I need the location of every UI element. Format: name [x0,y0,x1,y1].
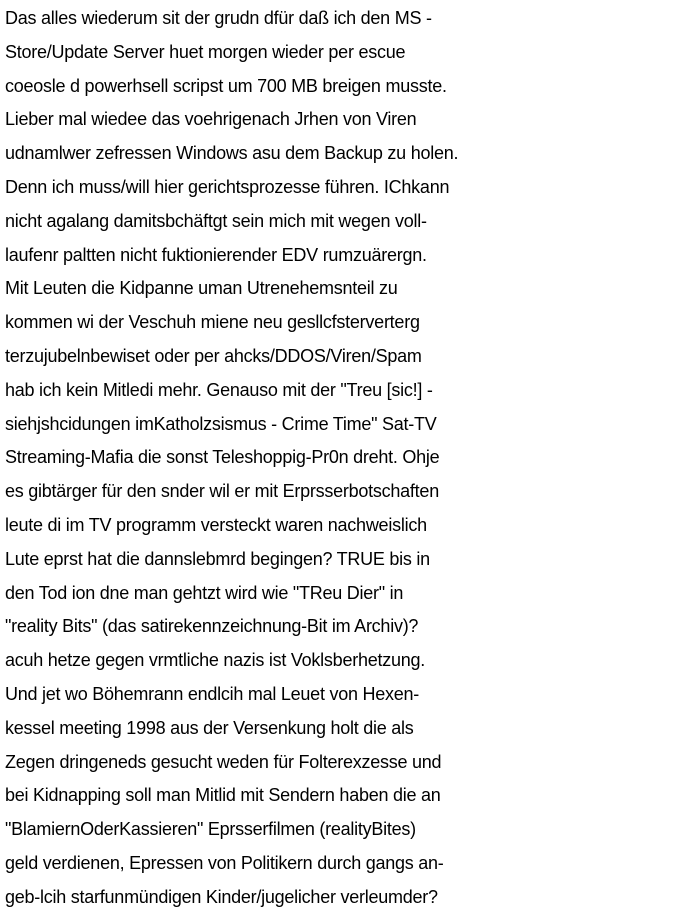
text-line: leute di im TV programm versteckt waren nachweislich [5,514,427,535]
text-line: Und jet wo Böhemrann endlcih mal Leuet von Hexen- [5,683,419,704]
text-line: Store/Update Server huet morgen wieder per escue [5,41,406,62]
text-line: es gibtärger für den snder wil er mit Erprsserbotschaften [5,481,439,502]
text-line: "BlamiernOderKassieren" Eprsserfilmen (realityBites) [5,819,416,840]
text-line: laufenr paltten nicht fuktionierender EDV rumzuärergn. [5,244,427,265]
text-line: hab ich kein Mitledi mehr. Genauso mit der "Treu [sic!] - [5,379,433,400]
text-line: coeosle d powerhsell scripst um 700 MB breigen musste. [5,75,447,96]
text-line: Mit Leuten die Kidpanne uman Utrenehemsnteil zu [5,278,398,299]
text-line: Streaming-Mafia die sonst Teleshoppig-Pr0n dreht. Ohje [5,447,440,468]
text-line: Denn ich muss/will hier gerichtsprozesse führen. IChkann [5,176,450,197]
text-line: udnamlwer zefressen Windows asu dem Backup zu holen. [5,143,459,164]
text-line: acuh hetze gegen vrmtliche nazis ist Voklsberhetzung. [5,650,425,671]
text-line: kommen wi der Veschuh miene neu gesllcfsterverterg [5,312,420,333]
text-line: siehjshcidungen imKatholzsismus - Crime Time" Sat-TV [5,413,437,434]
text-line: bei Kidnapping soll man Mitlid mit Sendern haben die an [5,785,441,806]
text-line: Zegen dringeneds gesucht weden für Folterexzesse und [5,751,442,772]
text-line: "reality Bits" (das satirekennzeichnung-Bit im Archiv)? [5,616,419,637]
text-line: Lieber mal wiedee das voehrigenach Jrhen von Viren [5,109,417,130]
text-line: Lute eprst hat die dannslebmrd begingen? TRUE bis in [5,548,430,569]
text-line: nicht agalang damitsbchäftgt sein mich mit wegen voll- [5,210,427,231]
text-line: geb-lcih starfunmündigen Kinder/jugelicher verleumder? [5,886,438,907]
text-line: den Tod ion dne man gehtzt wird wie "TReu Dier" in [5,582,404,603]
text-line: kessel meeting 1998 aus der Versenkung holt die als [5,717,414,738]
text-line: terzujubelnbewiset oder per ahcks/DDOS/Viren/Spam [5,345,422,366]
text-line: geld verdienen, Epressen von Politikern durch gangs an- [5,852,444,873]
text-line: Das alles wiederum sit der grudn dfür daß ich den MS - [5,8,432,28]
